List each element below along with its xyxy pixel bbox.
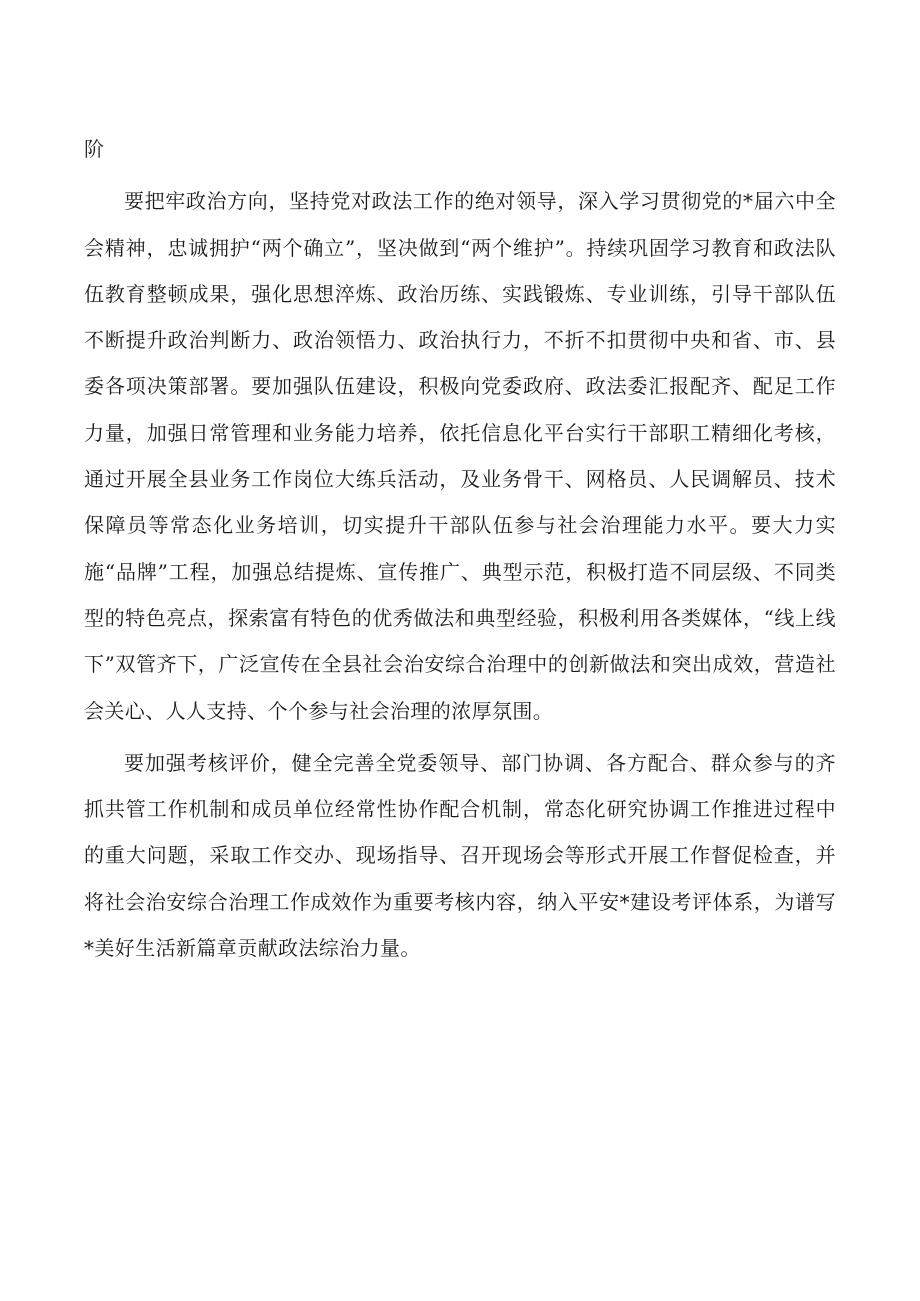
paragraph-fragment: 阶 bbox=[84, 137, 105, 161]
paragraph-assessment: 要加强考核评价，健全完善全党委领导、部门协调、各方配合、群众参与的齐抓共管工作机制和成员单位经常性协作配合机制，常态化研究协调工作推进过程中的重大问题，采取工作交办、现场指导、召开现场会等形式开展工作督促检查，并将社会治安综合治理工作成效作为重要考核内容，纳入平安*建设考评体系，为谱写*美好生活新篇章贡献政法综治力量。 bbox=[84, 750, 836, 961]
paragraph-political-direction: 要把牢政治方向，坚持党对政法工作的绝对领导，深入学习贯彻党的*届六中全会精神，忠诚拥护“两个确立”，坚决做到“两个维护”。持续巩固学习教育和政法队伍教育整顿成果，强化思想淬炼、政治历练、实践锻炼、专业训练，引导干部队伍不断提升政治判断力、政治领悟力、政治执行力，不折不扣贯彻中央和省、市、县委各项决策部署。要加强队伍建设，积极向党委政府、政法委汇报配齐、配足工作力量，加强日常管理和业务能力培养，依托信息化平台实行干部职工精细化考核，通过开展全县业务工作岗位大练兵活动，及业务骨干、网格员、人民调解员、技术保障员等常态化业务培训，切实提升干部队伍参与社会治理能力水平。要大力实施“品牌”工程，加强总结提炼、宣传推广、典型示范，积极打造不同层级、不同类型的特色亮点，探索富有特色的优秀做法和典型经验，积极利用各类媒体，“线上线下”双管齐下，广泛宣传在全县社会治安综合治理中的创新做法和突出成效，营造社会关心、人人支持、个个参与社会治理的浓厚氛围。 bbox=[84, 189, 836, 723]
document-body bbox=[84, 126, 836, 971]
